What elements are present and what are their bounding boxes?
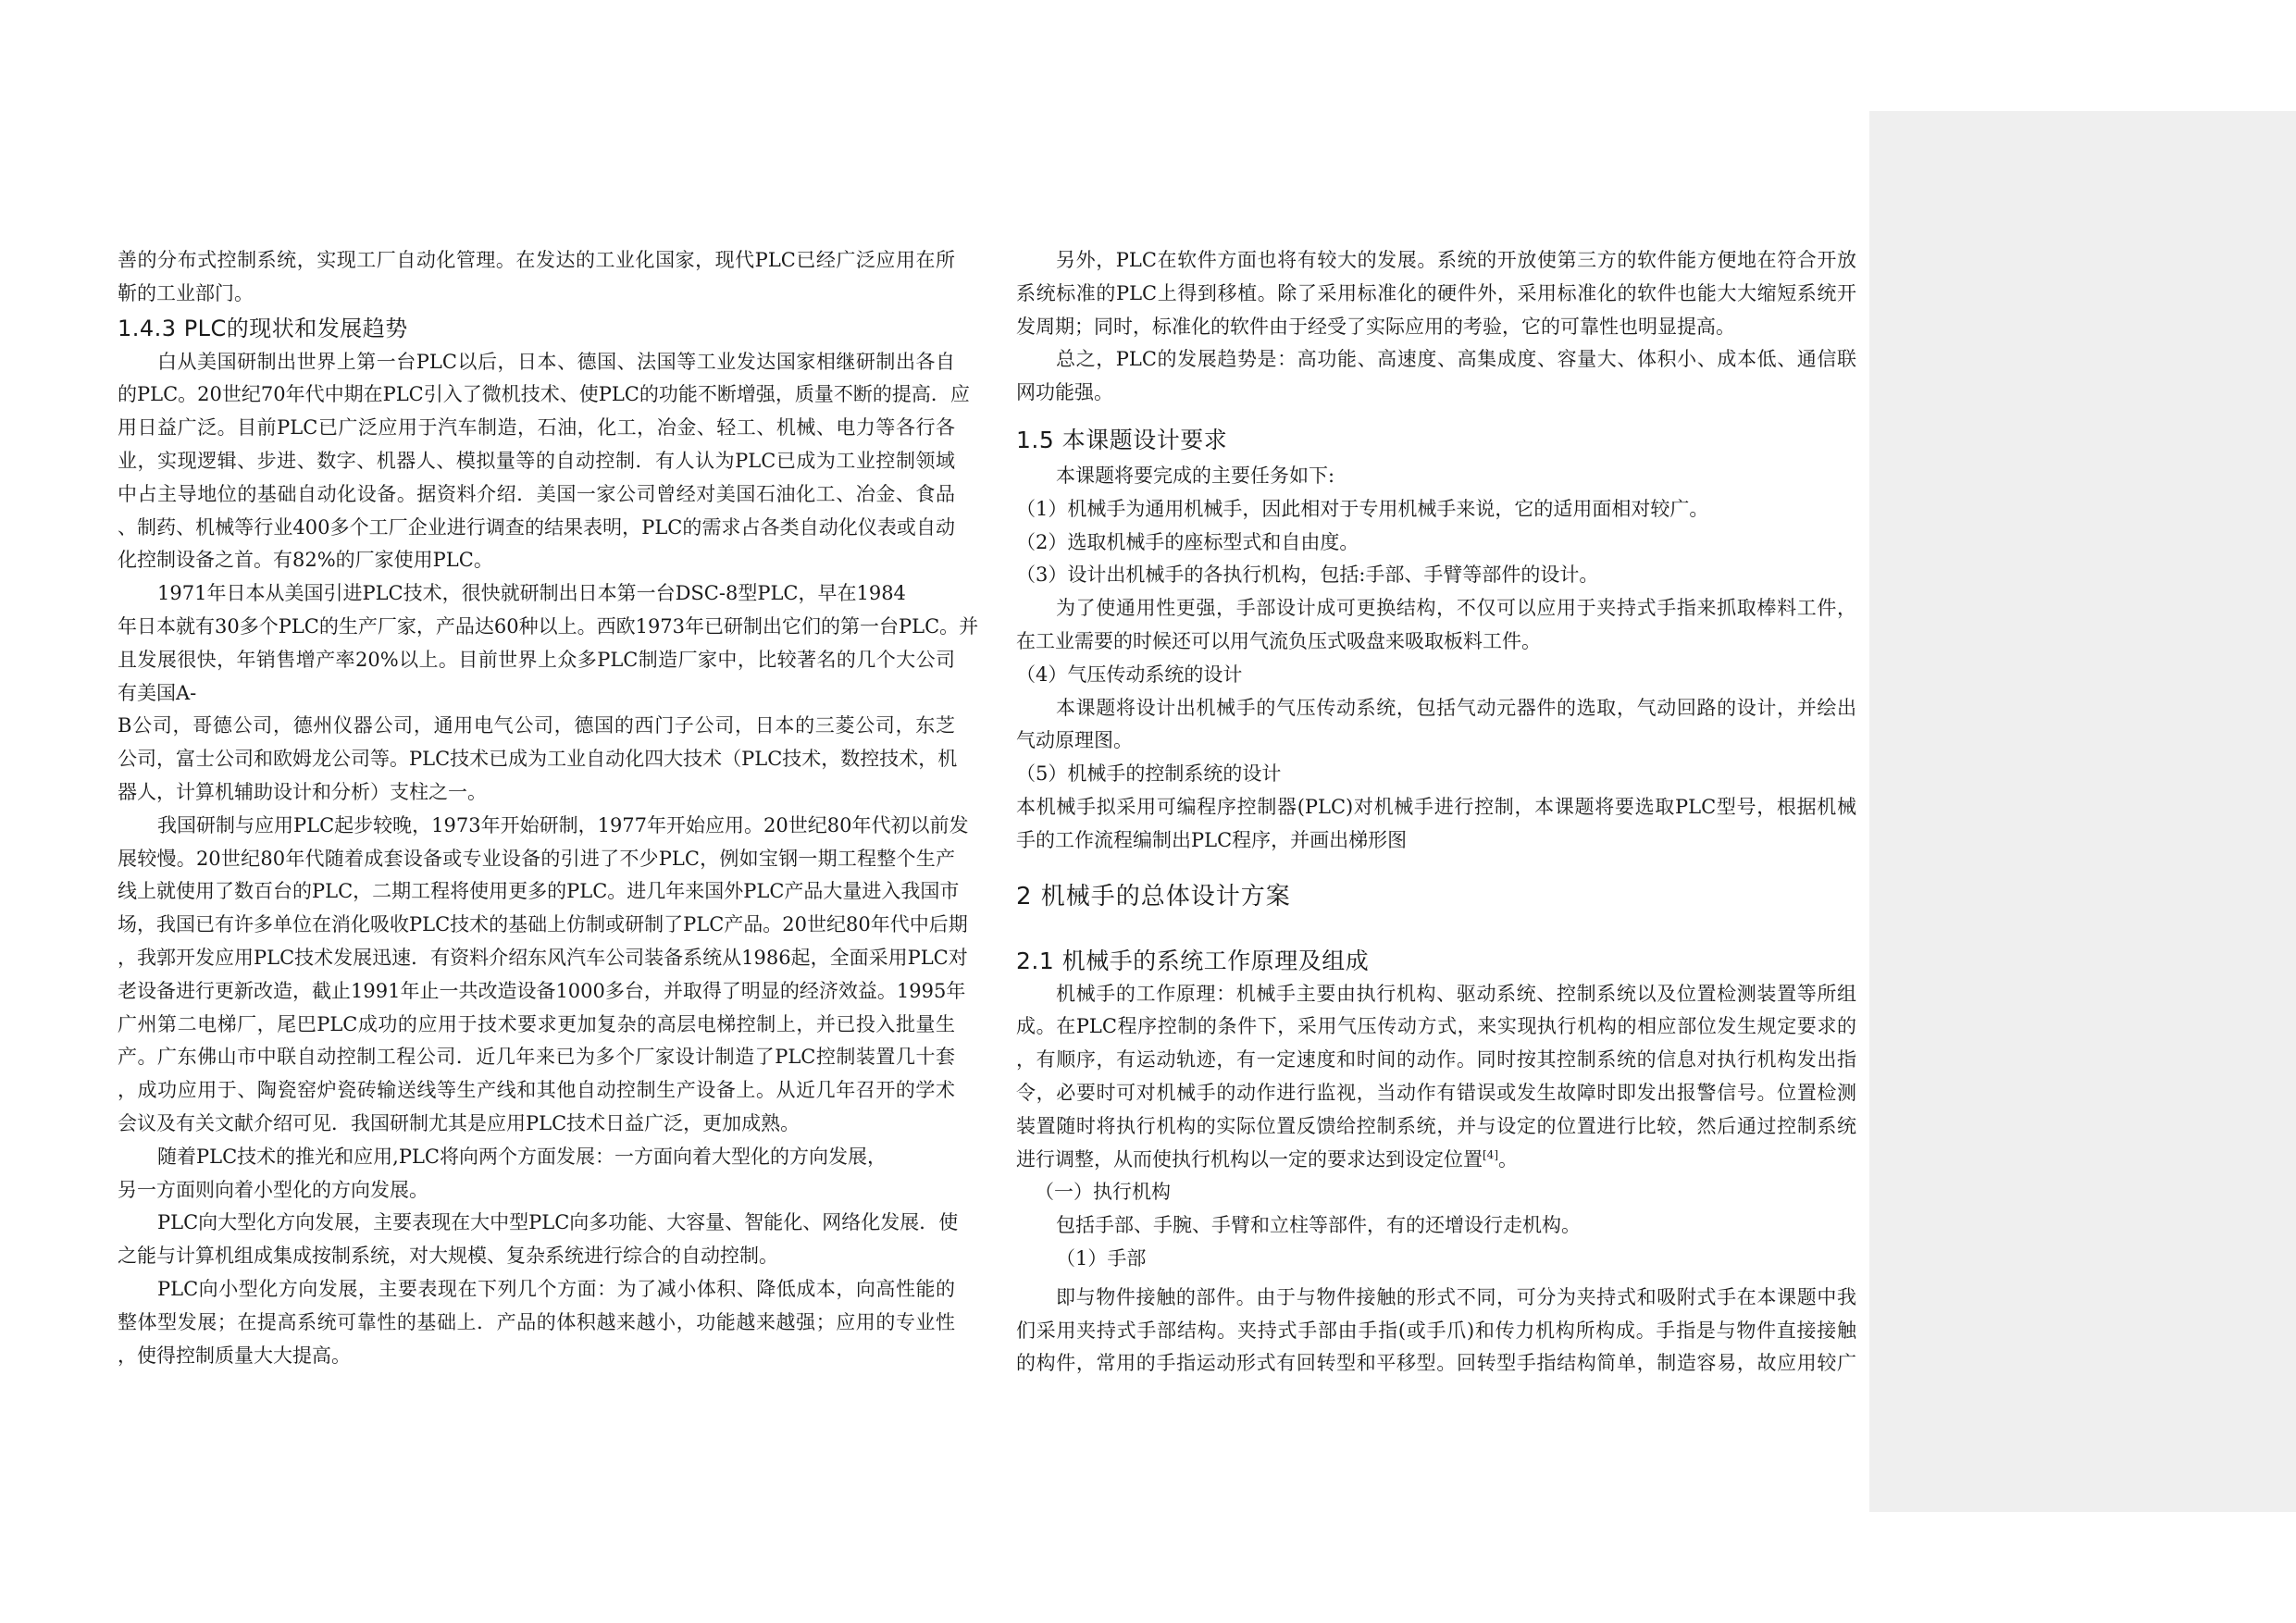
body-line: ，成功应用于、陶瓷窑炉瓷砖输送线等生产线和其他自动控制生产设备上。从近几年召开的学术 (118, 1079, 955, 1102)
body-line: 靳的工业部门。 (118, 281, 254, 304)
body-line: 用日益广泛。目前PLC已广泛应用于汽车制造，石油，化工，冶金、轻工、机械、电力等各行各 (118, 416, 955, 440)
section-heading-1-4-3: 1.4.3 PLC的现状和发展趋势 (118, 315, 408, 341)
body-text: 进行调整，从而使执行机构以一定的要求达到设定位置 (1016, 1147, 1483, 1171)
body-line: 本机械手拟采用可编程序控制器(PLC)对机械手进行控制，本课题将要选取PLC型号，根据机械 (1016, 795, 1856, 818)
body-line: 发周期；同时，标准化的软件由于经受了实际应用的考验，它的可靠性也明显提高。 (1016, 315, 1735, 338)
body-line (1016, 1144, 1856, 1177)
body-line: 会议及有关文献介绍可见．我国研制尤其是应用PLC技术日益广泛，更加成熟。 (118, 1111, 800, 1134)
body-line: 网功能强。 (1016, 381, 1113, 404)
body-line: 、制药、机械等行业400多个工厂企业进行调查的结果表明，PLC的需求占各类自动化仪表或自动 (118, 515, 955, 539)
body-line: 中占主导地位的基础自动化设备。据资料介绍．美国一家公司曾经对美国石油化工、冶金、食品 (118, 482, 955, 505)
body-line: 之能与计算机组成集成按制系统，对大规模、复杂系统进行综合的自动控制。 (118, 1245, 778, 1268)
body-line: 随着PLC技术的推光和应用,PLC将向两个方面发展：一方面向着大型化的方向发展， (157, 1145, 887, 1168)
body-line: 我国研制与应用PLC起步较晚，1973年开始研制，1977年开始应用。20世纪80年代初以前发 (157, 813, 969, 836)
body-line: B公司，哥德公司，德州仪器公司，通用电气公司，德国的西门子公司，日本的三菱公司，东芝 (118, 714, 955, 737)
list-item: （4）气压传动系统的设计 (1016, 663, 1243, 686)
body-line: 装置随时将执行机构的实际位置反馈给控制系统，并与设定的位置进行比较，然后通过控制系统 (1016, 1114, 1856, 1137)
body-line: 善的分布式控制系统，实现工厂自动化管理。在发达的工业化国家，现代PLC已经广泛应用在所 (118, 249, 955, 271)
body-line: ，我郭开发应用PLC技术发展迅速．有资料介绍东风汽车公司装备系统从1986起，全面采用PLC对 (118, 946, 968, 969)
subsection-heading: （1）手部 (1056, 1246, 1147, 1270)
list-item: （5）机械手的控制系统的设计 (1016, 762, 1282, 786)
body-line: 本课题将设计出机械手的气压传动系统，包括气动元器件的选取，气动回路的设计，并绘出 (1056, 696, 1856, 719)
body-line: 们采用夹持式手部结构。夹持式手部由手指(或手爪)和传力机构所构成。手指是与物件直接接触 (1016, 1319, 1856, 1342)
body-line: 且发展很快，年销售增产率20%以上。目前世界上众多PLC制造厂家中，比较著名的几个大公司 (118, 648, 955, 671)
body-line: 另外，PLC在软件方面也将有较大的发展。系统的开放使第三方的软件能方便地在符合开放 (1056, 249, 1856, 271)
body-line: 手的工作流程编制出PLC程序，并画出梯形图 (1016, 828, 1408, 851)
body-line: PLC向小型化方向发展，主要表现在下列几个方面：为了减小体积、降低成本，向高性能的 (157, 1277, 955, 1300)
body-line: 另一方面则向着小型化的方向发展。 (118, 1178, 428, 1201)
body-line: 整体型发展；在提高系统可靠性的基础上．产品的体积越来越小，功能越来越强；应用的专业性 (118, 1310, 955, 1333)
body-text: 。 (1498, 1147, 1518, 1171)
body-line: 白从美国研制出世界上第一台PLC以后，日本、德国、法国等工业发达国家相继研制出各自 (157, 350, 955, 373)
body-line: 业，实现逻辑、步进、数字、机器人、模拟量等的自动控制．有人认为PLC已成为工业控制领域 (118, 449, 955, 472)
side-margin-panel (1869, 111, 2296, 1512)
body-line: PLC向大型化方向发展，主要表现在大中型PLC向多功能、大容量、智能化、网络化发展．使 (157, 1211, 959, 1234)
body-line: 展较慢。20世纪80年代随着成套设备或专业设备的引进了不少PLC，例如宝钢一期工程整个生产 (118, 847, 955, 870)
body-line: 线上就使用了数百台的PLC，二期工程将使用更多的PLC。进几年来国外PLC产品大量进入我国市 (118, 880, 960, 903)
section-heading-2-1: 2.1 机械手的系统工作原理及组成 (1016, 947, 1370, 974)
citation-ref: [4] (1483, 1147, 1498, 1161)
subsection-heading: （一）执行机构 (1035, 1181, 1171, 1204)
body-line: 器人，计算机辅助设计和分析）支柱之一。 (118, 780, 487, 803)
body-line: 有美国A- (118, 681, 197, 704)
list-item: （1）机械手为通用机械手，因此相对于专用机械手来说，它的适用面相对较广。 (1016, 497, 1709, 520)
chapter-heading-2: 2 机械手的总体设计方案 (1016, 882, 1291, 911)
body-line: 1971年日本从美国引进PLC技术，很快就研制出日本第一台DSC-8型PLC，早在1984 (157, 582, 906, 605)
body-line: 为了使通用性更强，手部设计成可更换结构，不仅可以应用于夹持式手指来抓取棒料工件， (1056, 597, 1856, 620)
body-line: 老设备进行更新改造，截止1991年止一共改造设备1000多台，并取得了明显的经济效益。1995年 (118, 979, 966, 1002)
body-line: 即与物件接触的部件。由于与物件接触的形式不同，可分为夹持式和吸附式手在本课题中我 (1056, 1285, 1856, 1308)
body-line: 总之，PLC的发展趋势是：高功能、高速度、高集成度、容量大、体积小、成本低、通信联 (1056, 348, 1856, 371)
body-line: 令，必要时可对机械手的动作进行监视，当动作有错误或发生故障时即发出报警信号。位置检测 (1016, 1081, 1856, 1104)
body-line: 机械手的工作原理：机械手主要由执行机构、驱动系统、控制系统以及位置检测装置等所组 (1056, 982, 1856, 1005)
body-line: 化控制设备之首。有82%的厂家使用PLC。 (118, 549, 493, 572)
body-line: 系统标准的PLC上得到移植。除了采用标准化的硬件外，采用标准化的软件也能大大缩短系统开 (1016, 281, 1856, 304)
body-line: ，使得控制质量大大提高。 (118, 1344, 351, 1367)
body-line: 包括手部、手腕、手臂和立柱等部件，有的还增设行走机构。 (1056, 1214, 1581, 1237)
section-heading-1-5: 1.5 本课题设计要求 (1016, 426, 1228, 453)
body-line: 气动原理图。 (1016, 729, 1133, 752)
body-line: 广州第二电梯厂，尾巴PLC成功的应用于技术要求更加复杂的高层电梯控制上，并已投入批量生 (118, 1012, 955, 1035)
body-line: 成。在PLC程序控制的条件下，采用气压传动方式，来实现执行机构的相应部位发生规定要求的 (1016, 1015, 1856, 1038)
body-line: 的PLC。20世纪70年代中期在PLC引入了微机技术、使PLC的功能不断增强，质量不断的提高．应 (118, 383, 970, 406)
left-column (118, 244, 979, 1372)
body-line: 公司，富士公司和欧姆龙公司等。PLC技术已成为工业自动化四大技术（PLC技术，数控技术，机 (118, 748, 958, 771)
right-column (1016, 244, 1856, 1381)
list-item: （3）设计出机械手的各执行机构，包括:手部、手臂等部件的设计。 (1016, 564, 1599, 587)
body-line: ，有顺序，有运动轨迹，有一定速度和时间的动作。同时按其控制系统的信息对执行机构发出指 (1016, 1048, 1856, 1072)
body-line: 在工业需要的时候还可以用气流负压式吸盘来吸取板料工件。 (1016, 629, 1541, 652)
list-item: （2）选取机械手的座标型式和自由度。 (1016, 530, 1359, 553)
body-line: 本课题将要完成的主要任务如下: (1056, 464, 1335, 487)
body-line: 的构件，常用的手指运动形式有回转型和平移型。回转型手指结构简单，制造容易，故应用较广 (1016, 1352, 1856, 1375)
body-line: 年日本就有30多个PLC的生产厂家，产品达60种以上。西欧1973年已研制出它们的第一台PLC。并 (118, 614, 979, 638)
body-line: 场，我国已有许多单位在消化吸收PLC技术的基础上仿制或研制了PLC产品。20世纪80年代中后期 (118, 913, 968, 936)
body-line: 产。广东佛山市中联自动控制工程公司．近几年来已为多个厂家设计制造了PLC控制装置几十套 (118, 1046, 955, 1069)
